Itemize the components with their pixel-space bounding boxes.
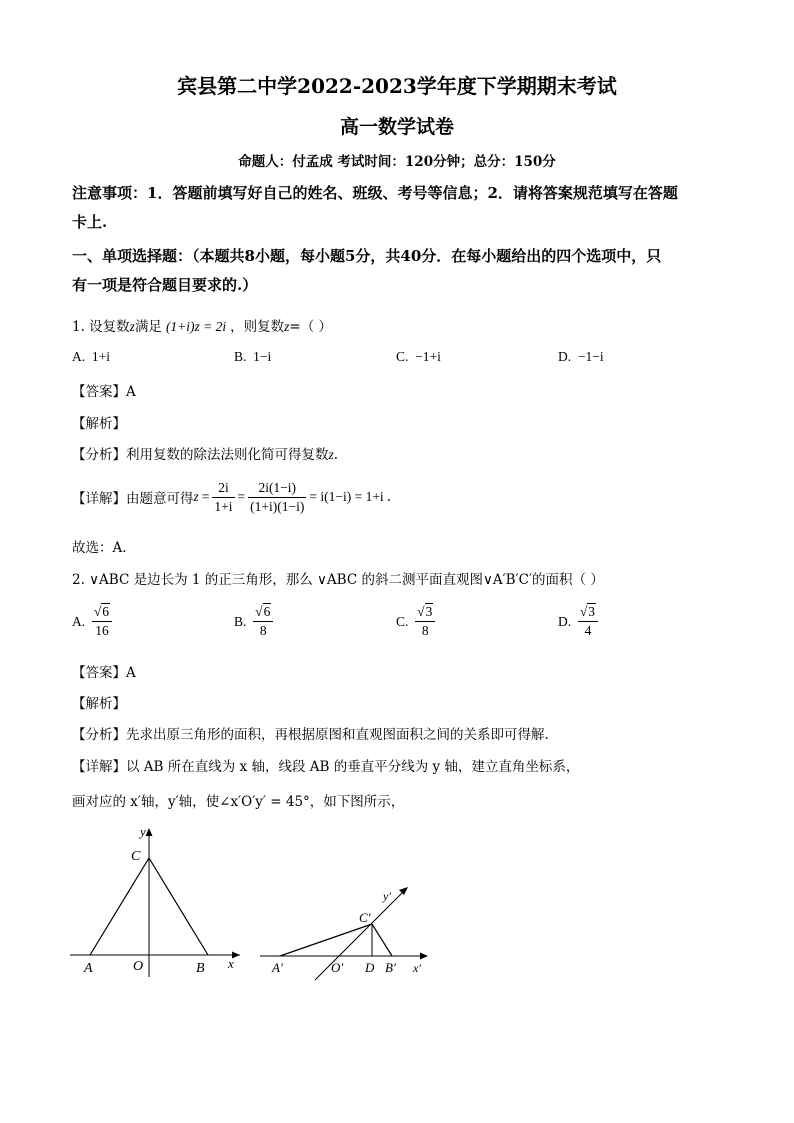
notice-line-1: 注意事项：1．答题前填写好自己的姓名、班级、考号等信息；2．请将答案规范填写在答题: [72, 184, 678, 202]
exam-meta: 命题人：付孟成 考试时间：120分钟；总分：150分: [238, 154, 556, 170]
q1-answer: 【答案】A: [72, 384, 136, 400]
q1-stem: 1. 设复数z满足 (1+i)z = 2i ，则复数z=（ ）: [72, 319, 333, 335]
q1-detail: 【详解】 由题意可得 z = $\frac{2i}{1+i}$ = $\frac{2i(1-i)}{(1+i)(1-i)}$ = i(1−i) = 1+i .: [72, 479, 391, 514]
label-d: D: [365, 960, 375, 975]
label-b-prime: B′: [385, 960, 396, 975]
q2-analysis: 【分析】先求出原三角形的面积，再根据原图和直观图面积之间的关系即可得解.: [72, 727, 549, 743]
label-y-prime: y′: [383, 889, 391, 903]
label-b: B: [196, 961, 205, 976]
q1-analysis: 【分析】利用复数的除法法则化简可得复数z.: [72, 447, 339, 463]
q2-stem: 2. ∨ABC 是边长为 1 的正三角形，那么 ∨ABC 的斜二测平面直观图∨A′B′C′的面积（ ）: [72, 572, 604, 588]
y-prime-axis-arrow: [399, 887, 408, 895]
q1-option-a: A. 1+i: [72, 349, 110, 364]
q2-jiexi: 【解析】: [72, 696, 126, 712]
q2-answer: 【答案】A: [72, 665, 136, 681]
side-c-prime-b-prime: [372, 924, 392, 956]
q1-jiexi: 【解析】: [72, 416, 126, 432]
label-x: x: [228, 956, 234, 971]
q1-frac-1: $\frac{2i}{1+i}$: [214, 479, 233, 514]
side-a-prime-c-prime: [280, 924, 372, 956]
label-c: C: [131, 849, 141, 864]
q1-option-d: D. −1−i: [558, 349, 604, 364]
q2-option-c: C. $\frac{√3}{8}$: [396, 603, 435, 640]
q2-detail-line-2: 画对应的 x′轴，y′轴，使∠x′O′y′ = 45°，如下图所示，: [72, 794, 405, 810]
q1-option-c: C. −1+i: [396, 349, 441, 364]
figure-intuitive-diagram: [255, 880, 435, 985]
side-bc: [149, 858, 208, 955]
section-heading-line-2: 有一项是符合题目要求的.）: [72, 276, 258, 294]
exam-title: 宾县第二中学2022-2023学年度下学期期末考试: [177, 74, 617, 98]
notice-line-2: 卡上.: [72, 213, 108, 231]
q1-option-b: B. 1−i: [234, 349, 272, 364]
q2-detail: 【详解】以 AB 所在直线为 x 轴，线段 AB 的垂直平分线为 y 轴，建立直角坐标系，: [72, 759, 580, 775]
section-heading-line-1: 一、单项选择题：（本题共8小题，每小题5分，共40分．在每小题给出的四个选项中，只: [72, 247, 662, 265]
x-prime-axis-arrow: [420, 953, 428, 960]
label-o-prime: O′: [331, 960, 344, 975]
side-ac: [90, 858, 149, 955]
label-o: O: [133, 959, 144, 974]
q2-option-a: A. $\frac{√6}{16}$: [72, 603, 112, 640]
label-c-prime: C′: [359, 910, 371, 925]
label-y: y: [140, 824, 146, 839]
label-a-prime: A′: [272, 960, 283, 975]
label-x-prime: x′: [413, 961, 421, 975]
y-axis-arrow: [146, 828, 153, 836]
label-a: A: [84, 961, 93, 976]
q1-frac-2: $\frac{2i(1-i)}{(1+i)(1-i)}$: [250, 479, 305, 514]
figure-original-triangle: [60, 822, 250, 987]
q1-conclusion: 故选：A.: [72, 540, 127, 556]
q2-option-d: D. $\frac{√3}{4}$: [558, 603, 598, 640]
exam-subtitle: 高一数学试卷: [339, 116, 454, 138]
q2-option-b: B. $\frac{√6}{8}$: [234, 603, 273, 640]
